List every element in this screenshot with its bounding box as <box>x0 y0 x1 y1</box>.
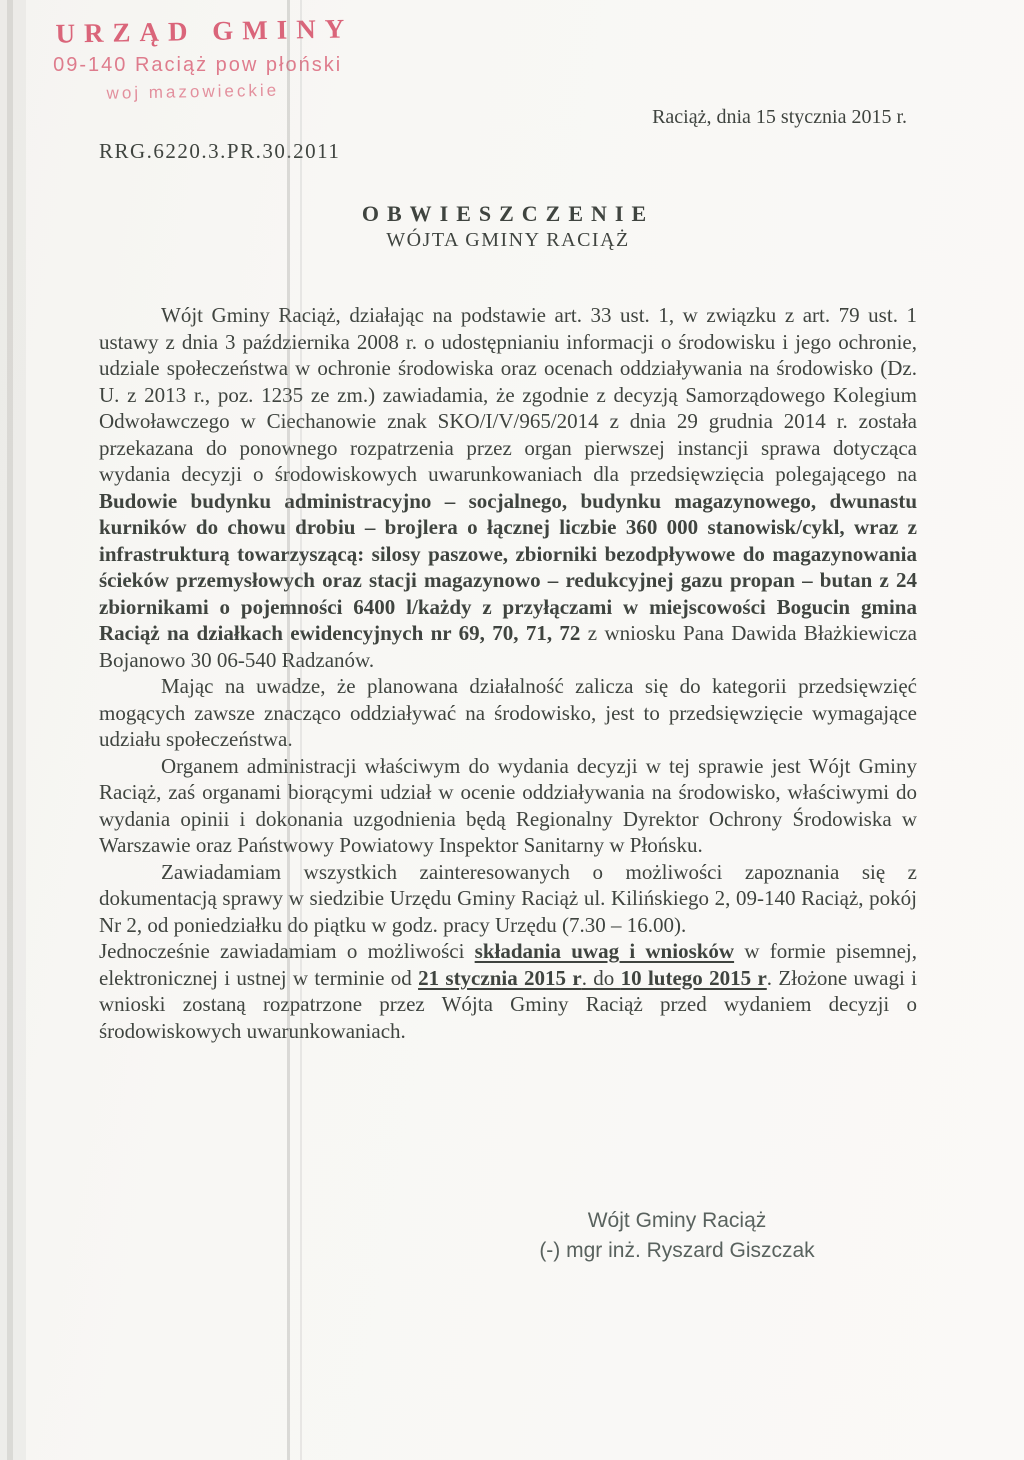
paragraph <box>99 938 917 1044</box>
text-segment: Organem administracji właściwym do wydania decyzji w tej sprawie jest Wójt Gminy Raciąż, zaś organami biorącymi udział w ocenie oddziaływania na środowisko, właściwymi do wydania opinii i dokonania uzgodnienia będą Regionalny Dyrektor Ochrony Środowiska w Warszawie oraz Państwowy Powiatowy Inspektor Sanitarny w Płońsku. <box>99 753 917 857</box>
document-body <box>99 302 917 1044</box>
paragraph <box>99 753 917 859</box>
title-block <box>99 201 917 252</box>
office-stamp <box>55 13 354 104</box>
scan-edge-line <box>7 0 13 1460</box>
text-segment: w formie pisemnej, elektronicznej i ustnej w terminie od <box>99 939 917 990</box>
text-segment: Budowie budynku administracyjno – socjalnego, budynku magazynowego, dwunastu kurników do chowu drobiu – brojlera o łącznej liczbie 360 000 stanowisk/cykl, wraz z infrastrukturą towarzyszącą: silosy paszowe, zbiorniki bezodpływowe do magazynowania ścieków przemysłowych oraz stacji magazynowo – redukcyjnej gazu propan – butan z 24 zbiornikami o pojemności 6400 l/każdy z przyłączami w miejscowości Bogucin gmina Raciąż na działkach ewidencyjnych nr 69, 70, 71, 72 <box>99 488 917 645</box>
text-segment: Wójt Gminy Raciąż, działając na podstawie art. 33 ust. 1, w związku z art. 79 ust. 1 ustawy z dnia 3 października 2008 r. o udostępnianiu informacji o środowisku i jego ochronie, udziale społeczeństwa w ochronie środowiska oraz ocenach oddziaływania na środowisko (Dz. U. z 2013 r., poz. 1235 ze zm.) zawiadamia, że zgodnie z decyzją Samorządowego Kolegium Odwoławczego w Ciechanowie znak SKO/I/V/965/2014 z dnia 29 grudnia 2014 r. została przekazana do ponownego rozpatrzenia przez organ pierwszej instancji sprawa dotycząca wydania decyzji o środowiskowych uwarunkowaniach dla przedsięwzięcia polegającego na <box>99 303 917 486</box>
paragraph <box>99 302 917 673</box>
date-line: Raciąż, dnia 15 stycznia 2015 r. <box>652 106 907 128</box>
scan-edge-shadow <box>0 0 26 1460</box>
reference-number: RRG.6220.3.PR.30.2011 <box>99 139 341 163</box>
paragraph <box>99 673 917 753</box>
document-subtitle: WÓJTA GMINY RACIĄŻ <box>386 229 630 251</box>
paragraph <box>99 859 917 939</box>
stamp-voivodeship-line: woj mazowieckie <box>106 80 280 103</box>
text-segment: Mając na uwadze, że planowana działalność zalicza się do kategorii przedsięwzięć mogących zawsze znacząco oddziaływać na środowisko, jest to przedsięwzięcie wymagające udziału społeczeństwa. <box>99 674 917 751</box>
text-segment: Jednocześnie zawiadamiam o możliwości <box>99 939 475 963</box>
text-segment: 21 stycznia 2015 r <box>418 965 582 990</box>
text-segment: . Złożone uwagi i wnioski zostaną rozpatrzone przez Wójta Gminy Raciąż przed wydaniem decyzji o środowiskowych uwarunkowaniach. <box>99 965 917 1043</box>
text-segment: składania uwag i wniosków <box>474 939 735 963</box>
stamp-address-line: 09-140 Raciąż pow płoński <box>53 54 343 77</box>
document-title: OBWIESZCZENIE <box>361 201 655 226</box>
text-segment: Zawiadamiam wszystkich zainteresowanych o możliwości zapoznania się z dokumentacją sprawy w siedzibie Urzędu Gminy Raciąż ul. Kilińskiego 2, 09-140 Raciąż, pokój Nr 2, od poniedziałku do piątku w godz. pracy Urzędu (7.30 – 16.00). <box>99 859 917 937</box>
text-segment: z wniosku Pana Dawida Błażkiewicza Bojanowo 30 06-540 Radzanów. <box>99 621 917 672</box>
signature-name: (-) mgr inż. Ryszard Giszczak <box>539 1239 815 1262</box>
stamp-office-name: URZĄD GMINY <box>55 13 354 49</box>
signature-role: Wójt Gminy Raciąż <box>587 1209 767 1232</box>
text-segment: 10 lutego 2015 r <box>620 965 767 990</box>
text-segment: . do <box>581 965 621 990</box>
signature-block <box>477 1206 877 1266</box>
